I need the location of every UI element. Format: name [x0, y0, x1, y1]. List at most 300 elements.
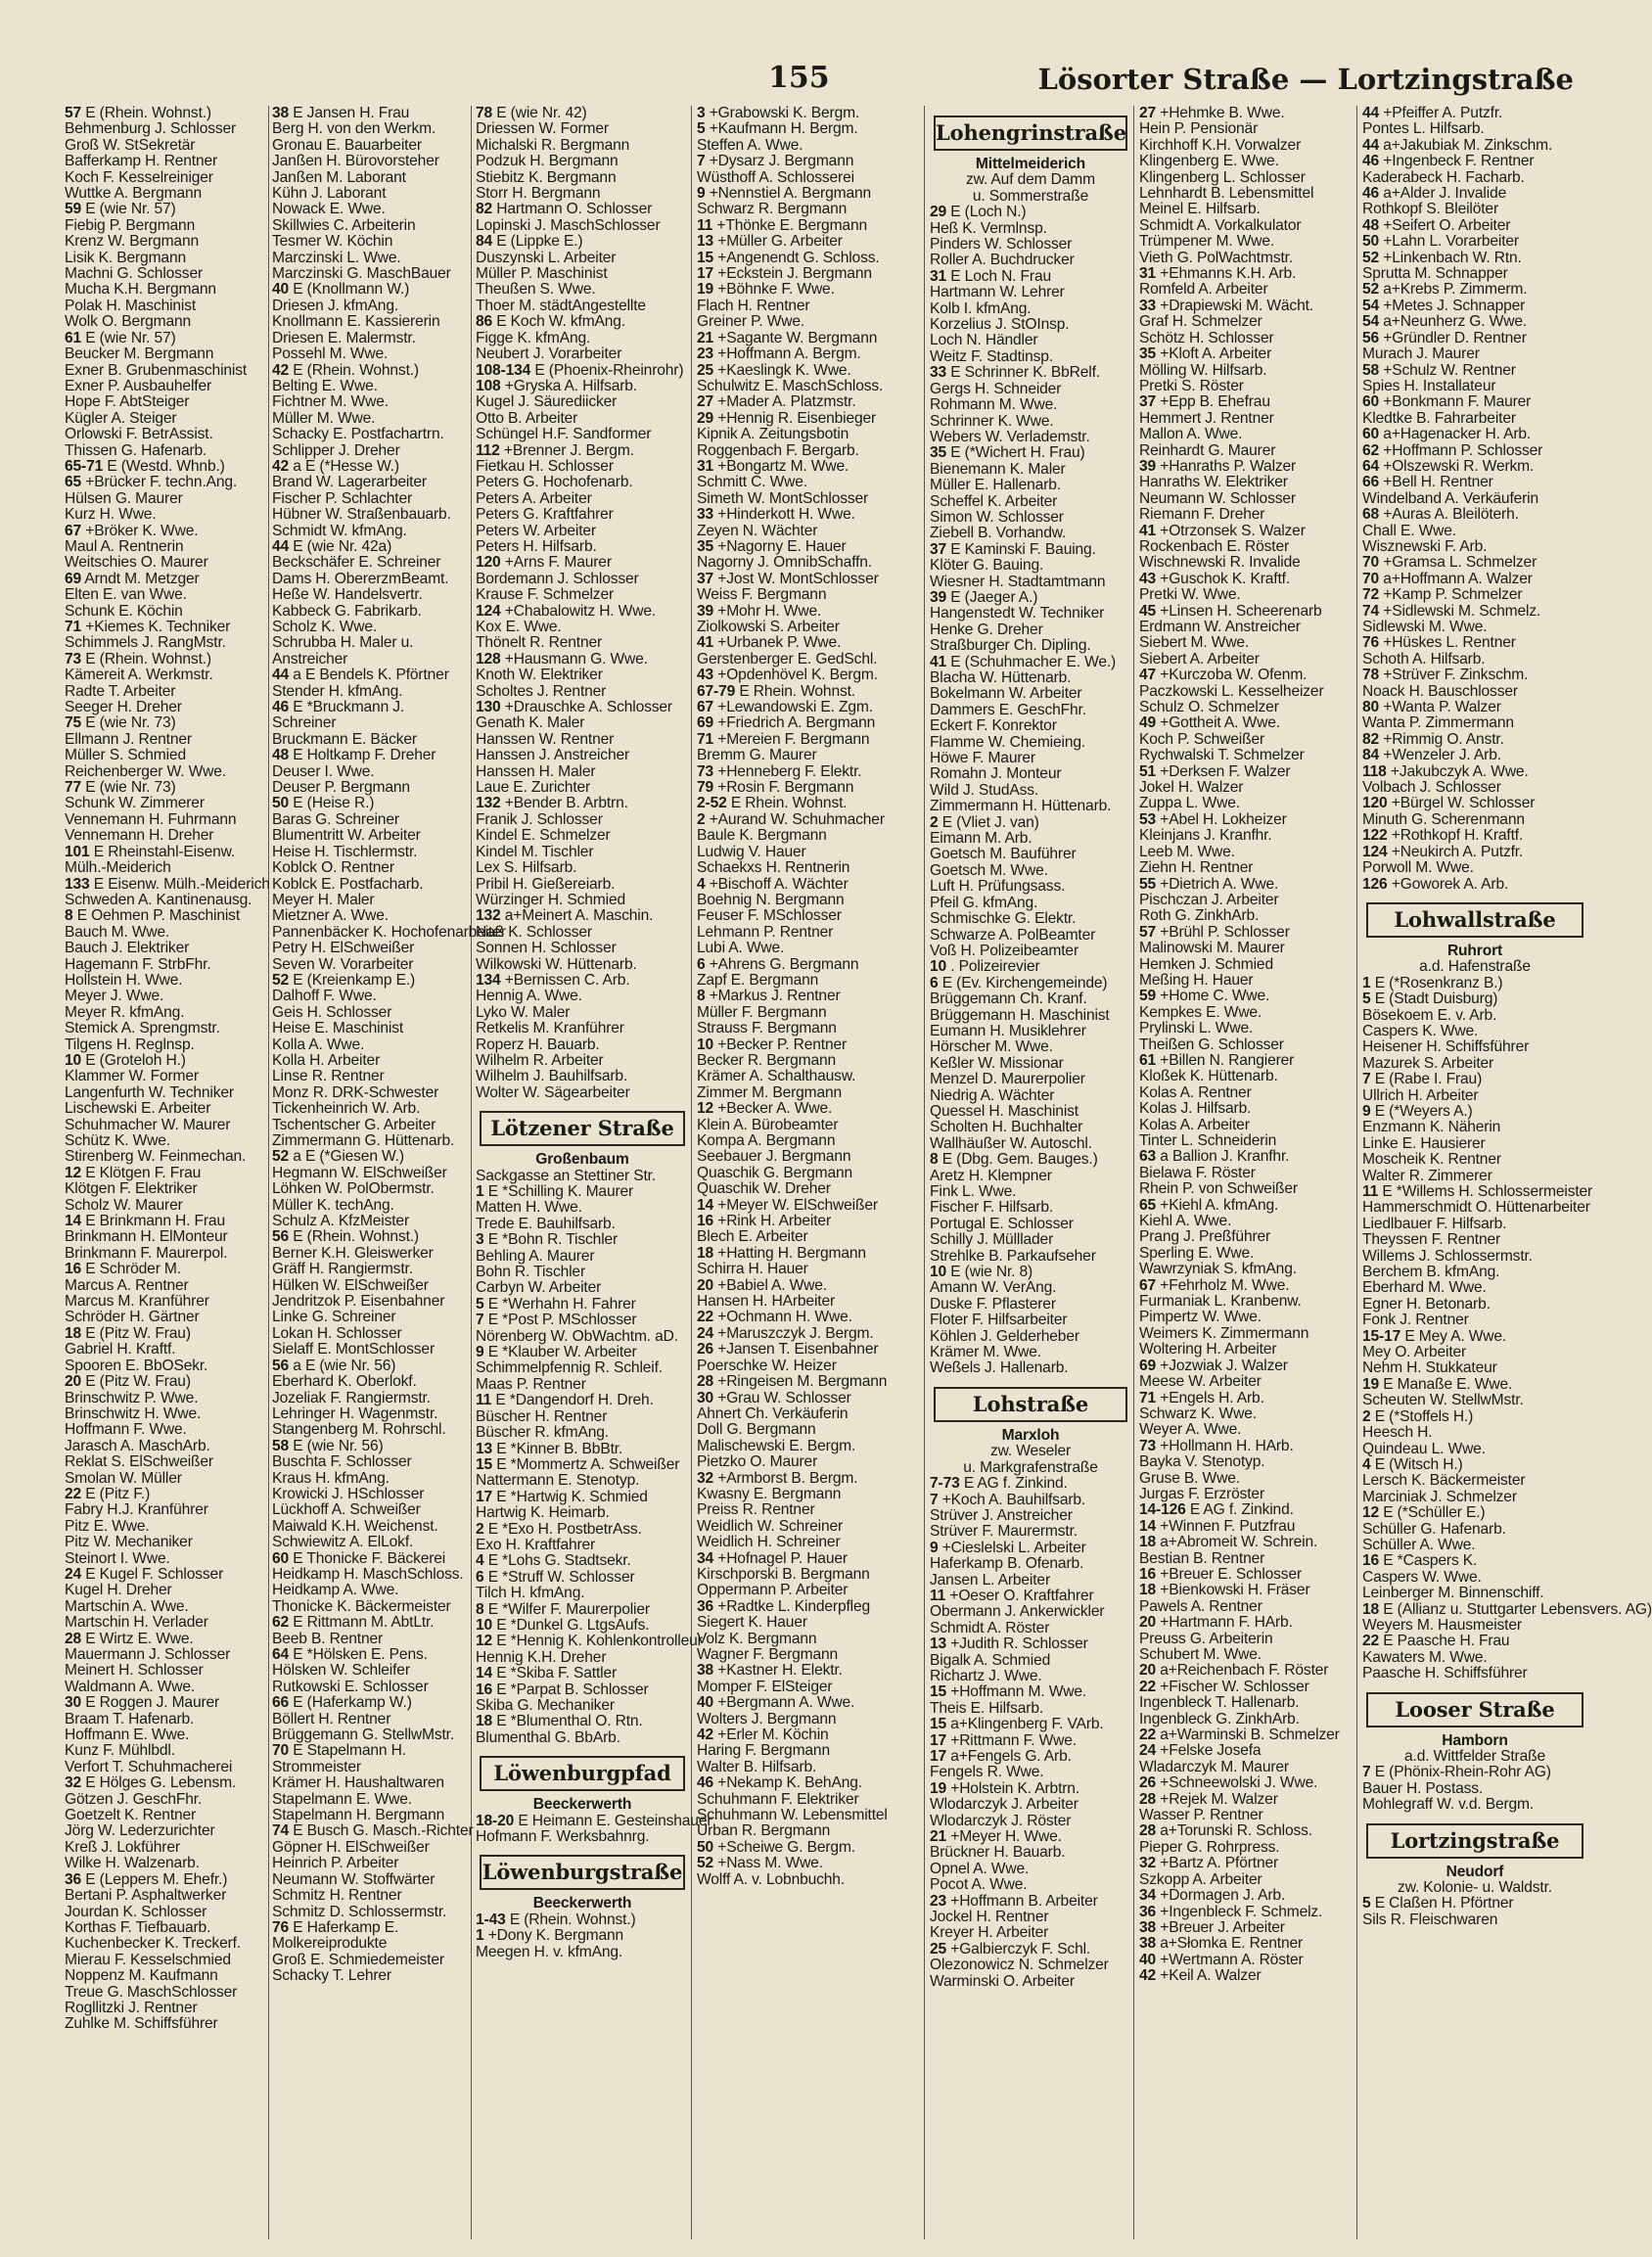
house-number: 8	[476, 1600, 484, 1618]
directory-entry	[65, 796, 264, 811]
house-number: 65	[65, 474, 82, 491]
house-number: 12	[476, 1633, 493, 1650]
directory-entry	[1362, 1912, 1587, 1928]
resident-entry-text: Schreiner	[272, 714, 337, 732]
directory-entry	[272, 1888, 468, 1904]
directory-entry	[1362, 668, 1587, 683]
resident-entry-text: Reinhardt G. Maurer	[1139, 441, 1276, 459]
resident-entry-text: Vennemann H. Fuhrmann	[65, 810, 237, 828]
resident-entry-text: Brüggemann H. Maschinist	[930, 1006, 1110, 1024]
resident-entry-text: Peters W. Arbeiter	[476, 522, 596, 539]
directory-entry	[697, 1823, 922, 1839]
directory-entry	[272, 1246, 468, 1262]
directory-entry	[1139, 1905, 1354, 1920]
resident-entry-text: +Radtke L. Kinderpfleg	[717, 1597, 871, 1615]
resident-entry-text: Vieth G. PolWachtmstr.	[1139, 249, 1294, 266]
directory-entry	[1139, 1968, 1354, 1984]
directory-entry	[272, 459, 468, 475]
house-number: 66	[272, 1694, 290, 1712]
directory-entry	[697, 394, 922, 410]
directory-entry	[930, 1184, 1131, 1200]
resident-entry-text: Kompa A. Bergmann	[697, 1132, 836, 1149]
directory-entry	[697, 282, 922, 298]
resident-entry-text: Nagorny J. OmnibSchaffn.	[697, 554, 872, 572]
house-number: 71	[697, 730, 714, 748]
directory-entry	[1362, 764, 1587, 780]
resident-entry-text: Hartmann O. Schlosser	[496, 201, 653, 218]
resident-entry-text: Groß E. Schmiedemeister	[272, 1951, 444, 1968]
resident-entry-text: E (Kreienkamp E.)	[293, 971, 416, 989]
directory-entry	[1362, 1650, 1587, 1666]
directory-entry	[272, 394, 468, 410]
directory-entry	[65, 411, 264, 427]
directory-entry	[272, 443, 468, 459]
resident-entry-text: Wolff A. v. Lobnbuchh.	[697, 1870, 846, 1888]
directory-entry	[930, 1894, 1131, 1910]
directory-entry	[65, 1391, 264, 1406]
house-number: 14	[65, 1213, 82, 1230]
directory-entry	[697, 1391, 922, 1406]
resident-entry-text: Romfeld A. Arbeiter	[1139, 281, 1268, 299]
directory-entry	[697, 1278, 922, 1294]
directory-entry	[476, 684, 689, 700]
directory-entry	[272, 106, 468, 121]
resident-entry-text: Kolla H. Arbeiter	[272, 1051, 381, 1069]
directory-entry	[697, 1101, 922, 1117]
directory-entry	[65, 379, 264, 394]
directory-entry	[476, 411, 689, 427]
resident-entry-text: Krämer M. Wwe.	[930, 1344, 1041, 1361]
directory-entry	[1139, 1278, 1354, 1294]
resident-entry-text: +Bongartz M. Wwe.	[717, 457, 849, 475]
directory-entry	[1362, 1169, 1587, 1184]
directory-entry	[476, 828, 689, 844]
house-number: 50	[697, 1838, 714, 1856]
house-number: 8	[65, 907, 73, 925]
directory-entry	[1362, 1522, 1587, 1538]
directory-entry	[65, 1647, 264, 1663]
directory-entry	[1139, 1727, 1354, 1743]
house-number: 27	[697, 393, 714, 411]
house-number: 50	[1362, 233, 1380, 251]
resident-entry-text: Polak H. Maschinist	[65, 297, 197, 314]
resident-entry-text: Lokan H. Schlosser	[272, 1324, 402, 1342]
resident-entry-text: Krämer A. Schalthausw.	[697, 1068, 856, 1085]
directory-entry	[65, 1808, 264, 1823]
resident-entry-text: Loch N. Händler	[930, 332, 1038, 349]
directory-entry	[1362, 976, 1587, 991]
directory-entry	[697, 314, 922, 330]
resident-entry-text: Verfort T. Schuhmacherei	[65, 1758, 233, 1775]
house-number: 44	[1362, 136, 1380, 154]
directory-entry	[1362, 1136, 1587, 1152]
resident-entry-text: Böllert H. Rentner	[272, 1710, 391, 1727]
resident-entry-text: E (Jaeger A.)	[950, 588, 1038, 606]
directory-entry	[476, 394, 689, 410]
resident-entry-text: Hanssen H. Maler	[476, 762, 596, 780]
resident-entry-text: Eumann H. Musiklehrer	[930, 1022, 1086, 1039]
resident-entry-text: Hennig K.H. Dreher	[476, 1648, 607, 1666]
resident-entry-text: E (Heise R.)	[293, 795, 375, 812]
district-label: Beeckerwerth	[532, 1796, 632, 1814]
directory-entry	[697, 1037, 922, 1053]
directory-entry	[930, 1329, 1131, 1345]
directory-entry	[697, 202, 922, 217]
house-number: 130	[476, 699, 501, 716]
house-number: 73	[697, 762, 714, 780]
resident-entry-text: Menzel D. Maurerpolier	[930, 1071, 1085, 1088]
resident-entry-text: E *Bruckmann J.	[293, 699, 405, 716]
house-number: 68	[1362, 506, 1380, 524]
resident-entry-text: a+Alder J. Invalide	[1383, 185, 1507, 203]
house-number: 120	[1362, 795, 1388, 812]
house-number: 38	[1139, 1918, 1157, 1936]
resident-entry-text: Müller M. Wwe.	[272, 409, 376, 427]
house-number: 101	[65, 843, 90, 860]
resident-entry-text: Schulz O. Schmelzer	[1139, 699, 1279, 716]
directory-entry	[272, 635, 468, 651]
directory-entry	[272, 748, 468, 763]
directory-entry	[1139, 331, 1354, 346]
directory-entry	[476, 1053, 689, 1069]
resident-entry-text: Malischewski E. Bergm.	[697, 1437, 856, 1454]
directory-entry	[697, 1872, 922, 1888]
resident-entry-text: Enzmann K. Näherin	[1362, 1119, 1501, 1136]
resident-entry-text: Theyssen F. Rentner	[1362, 1231, 1501, 1249]
directory-entry	[1362, 121, 1587, 137]
directory-entry	[65, 1968, 264, 1984]
resident-entry-text: Hübner W. Straßenbauarb.	[272, 506, 451, 524]
resident-entry-text: Haferkamp B. Ofenarb.	[930, 1555, 1084, 1573]
resident-entry-text: +Brühl P. Schlosser	[1160, 923, 1290, 941]
resident-entry-text: +Strüver F. Zinkschm.	[1383, 667, 1529, 684]
directory-entry	[476, 957, 689, 973]
street-heading: Lötzener Straße	[480, 1111, 685, 1146]
house-number: 70	[1362, 554, 1380, 572]
directory-entry	[272, 1567, 468, 1583]
resident-entry-text: E (Pitz W. Frau)	[85, 1324, 191, 1342]
resident-entry-text: E (wie Nr. 8)	[950, 1264, 1033, 1281]
directory-entry	[1139, 684, 1354, 700]
directory-entry	[272, 1551, 468, 1567]
directory-entry	[1139, 1133, 1354, 1149]
directory-entry	[272, 1294, 468, 1310]
house-number: 21	[930, 1828, 947, 1846]
directory-entry	[1362, 748, 1587, 763]
resident-entry-text: +Gryska A. Hilfsarb.	[504, 377, 637, 394]
resident-entry-text: Flamme W. Chemieing.	[930, 733, 1086, 751]
directory-entry	[1362, 1442, 1587, 1457]
house-number: 5	[1362, 990, 1371, 1008]
resident-entry-text: Kirschporski B. Bergmann	[697, 1565, 870, 1583]
directory-entry	[930, 430, 1131, 445]
resident-entry-text: Müller F. Bergmann	[697, 1003, 827, 1021]
resident-entry-text: Schrubba H. Maler u.	[272, 634, 414, 652]
directory-entry	[65, 957, 264, 973]
resident-entry-text: Exner B. Grubenmaschinist	[65, 361, 248, 379]
directory-entry	[930, 1797, 1131, 1813]
house-number: 43	[1139, 570, 1157, 587]
directory-entry	[1139, 1680, 1354, 1695]
house-number: 45	[1139, 602, 1157, 620]
directory-entry	[1139, 1695, 1354, 1711]
directory-entry	[930, 285, 1131, 300]
directory-entry	[476, 507, 689, 523]
resident-entry-text: Geis H. Schlosser	[272, 1003, 392, 1021]
directory-entry	[1362, 1217, 1587, 1232]
resident-entry-text: Schulwitz E. MaschSchloss.	[697, 377, 884, 394]
resident-entry-text: Dammers E. GeschFhr.	[930, 701, 1086, 718]
resident-entry-text: Heisener H. Schiffsführer	[1362, 1038, 1530, 1056]
directory-entry	[272, 587, 468, 603]
directory-entry	[1362, 812, 1587, 828]
resident-entry-text: Koblck E. Postfacharb.	[272, 875, 424, 893]
directory-entry	[476, 796, 689, 811]
house-number: 15	[930, 1683, 947, 1701]
directory-entry	[1139, 1166, 1354, 1181]
resident-entry-text: Steffen A. Wwe.	[697, 136, 803, 154]
resident-entry-text: E (Vliet J. van)	[941, 813, 1039, 831]
resident-entry-text: +Cieslelski L. Arbeiter	[941, 1539, 1086, 1556]
resident-entry-text: Reklat S. ElSchweißer	[65, 1453, 213, 1471]
resident-entry-text: Figge K. kfmAng.	[476, 329, 591, 346]
resident-entry-text: Pimpertz W. Wwe.	[1139, 1309, 1262, 1326]
resident-entry-text: Jourdan K. Schlosser	[65, 1903, 207, 1920]
directory-entry	[65, 346, 264, 362]
resident-entry-text: Szkopp A. Arbeiter	[1139, 1870, 1262, 1888]
resident-entry-text: Leeb M. Wwe.	[1139, 843, 1235, 860]
directory-entry	[65, 1422, 264, 1438]
house-number: 66	[1362, 474, 1380, 491]
directory-entry	[1139, 1953, 1354, 1968]
directory-entry	[65, 331, 264, 346]
house-number: 14-126	[1139, 1501, 1186, 1519]
resident-entry-text: Wolk O. Bergmann	[65, 313, 192, 331]
resident-entry-text: Scheuten W. StellwMstr.	[1362, 1392, 1524, 1409]
resident-entry-text: a+Fengels G. Arb.	[950, 1748, 1072, 1765]
district-label: Beeckerwerth	[532, 1895, 632, 1912]
resident-entry-text: +Hüskes L. Rentner	[1383, 634, 1516, 652]
house-number: 36	[1139, 1903, 1157, 1920]
directory-entry	[272, 1743, 468, 1759]
directory-entry	[476, 251, 689, 266]
directory-entry	[272, 1262, 468, 1277]
resident-entry-text: Stirenberg W. Feinmechan.	[65, 1148, 247, 1166]
directory-entry	[65, 1712, 264, 1727]
resident-entry-text: E (Phönix-Rhein-Rohr AG)	[1374, 1764, 1551, 1781]
resident-entry-text: Behling A. Maurer	[476, 1247, 595, 1265]
resident-entry-text: Pretki S. Röster	[1139, 377, 1244, 394]
directory-entry	[697, 877, 922, 893]
directory-entry	[930, 558, 1131, 574]
house-number: 56	[272, 1228, 290, 1246]
directory-entry	[476, 620, 689, 635]
resident-entry-text: Kreß J. Lokführer	[65, 1838, 180, 1856]
directory-entry	[930, 1781, 1131, 1797]
directory-entry	[65, 1599, 264, 1615]
house-number: 20	[1139, 1614, 1157, 1632]
house-number: 17	[476, 1488, 493, 1505]
directory-entry	[1362, 1377, 1587, 1393]
directory-entry	[1139, 973, 1354, 989]
resident-entry-text: Webers W. Verlademstr.	[930, 428, 1090, 445]
resident-entry-text: Stangenberg M. Rohrschl.	[272, 1421, 446, 1439]
resident-entry-text: E *Exo H. PostbetrAss.	[487, 1520, 642, 1538]
resident-entry-text: +Oeser O. Kraftfahrer	[949, 1587, 1094, 1604]
directory-entry	[697, 1085, 922, 1101]
resident-entry-text: Wolter W. Sägearbeiter	[476, 1083, 630, 1101]
directory-entry	[272, 1021, 468, 1036]
directory-entry	[65, 2016, 264, 2032]
directory-entry	[697, 845, 922, 860]
street-heading: Löwenburgpfad	[480, 1756, 685, 1791]
directory-entry	[1139, 1551, 1354, 1567]
directory-entry	[1362, 796, 1587, 811]
directory-entry	[476, 1586, 689, 1601]
directory-entry	[65, 1551, 264, 1567]
resident-entry-text: Egner H. Betonarb.	[1362, 1295, 1491, 1313]
resident-entry-text: Scheffel K. Arbeiter	[930, 492, 1058, 510]
resident-entry-text: +Lahn L. Vorarbeiter	[1383, 233, 1519, 251]
resident-entry-text: Bauch J. Elektriker	[65, 940, 190, 957]
directory-entry	[1362, 491, 1587, 507]
directory-entry	[272, 314, 468, 330]
directory-entry	[65, 1856, 264, 1871]
directory-entry	[272, 1326, 468, 1342]
directory-entry	[930, 445, 1131, 461]
resident-entry-text: Kindel M. Tischler	[476, 843, 594, 860]
resident-entry-text: E (Ev. Kirchengemeinde)	[941, 974, 1108, 991]
directory-entry	[1139, 1936, 1354, 1952]
resident-entry-text: a+Warminski B. Schmelzer	[1160, 1727, 1340, 1744]
resident-entry-text: Gabriel H. Kraftf.	[65, 1341, 176, 1359]
resident-entry-text: Kirchhoff K.H. Vorwalzer	[1139, 136, 1302, 154]
directory-entry	[476, 1666, 689, 1681]
directory-entry	[65, 1229, 264, 1245]
resident-entry-text: Vennemann H. Dreher	[65, 827, 214, 845]
directory-entry	[1139, 1663, 1354, 1679]
resident-entry-text: Schaekxs H. Rentnerin	[697, 859, 850, 877]
resident-entry-text: Minuth G. Scherenmann	[1362, 810, 1525, 828]
resident-entry-text: +Bell H. Rentner	[1383, 474, 1493, 491]
directory-entry	[697, 796, 922, 811]
resident-entry-text: +Derksen F. Walzer	[1160, 762, 1291, 780]
directory-entry	[1139, 620, 1354, 635]
resident-entry-text: Poerschke W. Heizer	[697, 1357, 837, 1374]
house-number: 70	[272, 1742, 290, 1760]
resident-entry-text: Neubert J. Vorarbeiter	[476, 345, 622, 363]
resident-entry-text: Siebert A. Arbeiter	[1139, 650, 1260, 668]
directory-entry	[476, 1912, 689, 1928]
resident-entry-text: Bielawa F. Röster	[1139, 1164, 1256, 1181]
resident-entry-text: +Wertmann A. Röster	[1160, 1951, 1304, 1968]
directory-entry	[272, 668, 468, 683]
resident-entry-text: Mallon A. Wwe.	[1139, 426, 1243, 443]
resident-entry-text: Paasche H. Schiffsführer	[1362, 1665, 1528, 1682]
house-number: 13	[476, 1440, 493, 1457]
resident-entry-text: Ingenbleck G. ZinkhArb.	[1139, 1710, 1300, 1727]
resident-entry-text: Schilly J. Mülllader	[930, 1231, 1054, 1249]
house-number: 54	[1362, 313, 1380, 331]
resident-entry-text: Zimmer M. Bergmann	[697, 1083, 843, 1101]
resident-entry-text: Gräff H. Rangiermstr.	[272, 1261, 413, 1278]
directory-entry	[1139, 1422, 1354, 1438]
directory-entry	[65, 234, 264, 250]
resident-entry-text: E (Schuhmacher E. We.)	[950, 653, 1117, 670]
resident-entry-text: +Becker P. Rentner	[717, 1036, 848, 1053]
resident-entry-text: +Kaufmann H. Bergm.	[709, 120, 858, 138]
directory-entry	[1139, 1502, 1354, 1518]
resident-entry-text: Beucker M. Bergmann	[65, 345, 214, 363]
house-number: 22	[65, 1485, 82, 1502]
directory-entry	[65, 170, 264, 186]
directory-entry	[1139, 1149, 1354, 1165]
resident-entry-text: E AG f. Zinkind.	[963, 1475, 1068, 1493]
directory-entry	[476, 121, 689, 137]
resident-entry-text: Jokel H. Walzer	[1139, 779, 1244, 797]
resident-entry-text: Bohn R. Tischler	[476, 1264, 586, 1281]
resident-entry-text: +Maruszczyk J. Bergm.	[717, 1324, 874, 1342]
directory-entry	[1139, 459, 1354, 475]
resident-entry-text: Brinschwitz P. Wwe.	[65, 1389, 199, 1406]
resident-entry-text: Kleinjans J. Kranfhr.	[1139, 827, 1272, 845]
house-number: 3	[476, 1231, 484, 1249]
directory-entry	[272, 234, 468, 250]
resident-entry-text: Kolas A. Rentner	[1139, 1083, 1252, 1101]
directory-entry	[1139, 394, 1354, 410]
resident-entry-text: +Jozwiak J. Walzer	[1160, 1357, 1288, 1374]
directory-entry	[272, 973, 468, 989]
resident-entry-text: Kurz H. Wwe.	[65, 506, 157, 524]
directory-entry	[1139, 1246, 1354, 1262]
house-number: 73	[1139, 1437, 1157, 1454]
resident-entry-text: +Nennstiel A. Bergmann	[709, 185, 872, 203]
directory-entry	[1139, 1583, 1354, 1598]
resident-entry-text: Heesch H.	[1362, 1424, 1433, 1442]
directory-entry	[930, 1249, 1131, 1265]
directory-entry	[697, 893, 922, 908]
resident-entry-text: Orlowski F. BetrAssist.	[65, 426, 213, 443]
directory-entry	[1362, 1039, 1587, 1055]
directory-entry	[1362, 1553, 1587, 1569]
resident-entry-text: +Dietrich A. Wwe.	[1160, 875, 1279, 893]
district-label: Großenbaum	[535, 1151, 629, 1169]
resident-entry-text: Thoer M. städtAngestellte	[476, 297, 646, 314]
house-number: 5	[476, 1295, 484, 1313]
resident-entry-text: +Breuer E. Schlosser	[1160, 1565, 1303, 1583]
directory-entry	[1139, 1760, 1354, 1775]
directory-entry	[272, 539, 468, 555]
directory-entry	[697, 121, 922, 137]
directory-entry	[697, 299, 922, 314]
district-label: Hamborn	[1442, 1731, 1508, 1749]
house-number: 25	[697, 361, 714, 379]
house-number: 26	[697, 1341, 714, 1359]
directory-entry	[1139, 1262, 1354, 1277]
resident-entry-text: E (wie Nr. 73)	[85, 714, 176, 732]
resident-entry-text: Ziolkowski S. Arbeiter	[697, 619, 840, 635]
resident-entry-text: E Schrinner K. BbRelf.	[950, 364, 1100, 382]
resident-entry-text: E (*Schüller E.)	[1383, 1504, 1486, 1522]
directory-entry	[697, 1118, 922, 1133]
resident-entry-text: Mülh.-Meiderich	[65, 859, 171, 877]
resident-entry-text: E Loch N. Frau	[950, 267, 1052, 285]
directory-entry	[272, 845, 468, 860]
resident-entry-text: Wagner F. Bergmann	[697, 1646, 839, 1663]
resident-entry-text: Wuttke A. Bergmann	[65, 185, 203, 203]
resident-entry-text: Koch F. Kesselreiniger	[65, 168, 213, 186]
street-location-note: zw. Auf dem Damm	[966, 171, 1095, 189]
